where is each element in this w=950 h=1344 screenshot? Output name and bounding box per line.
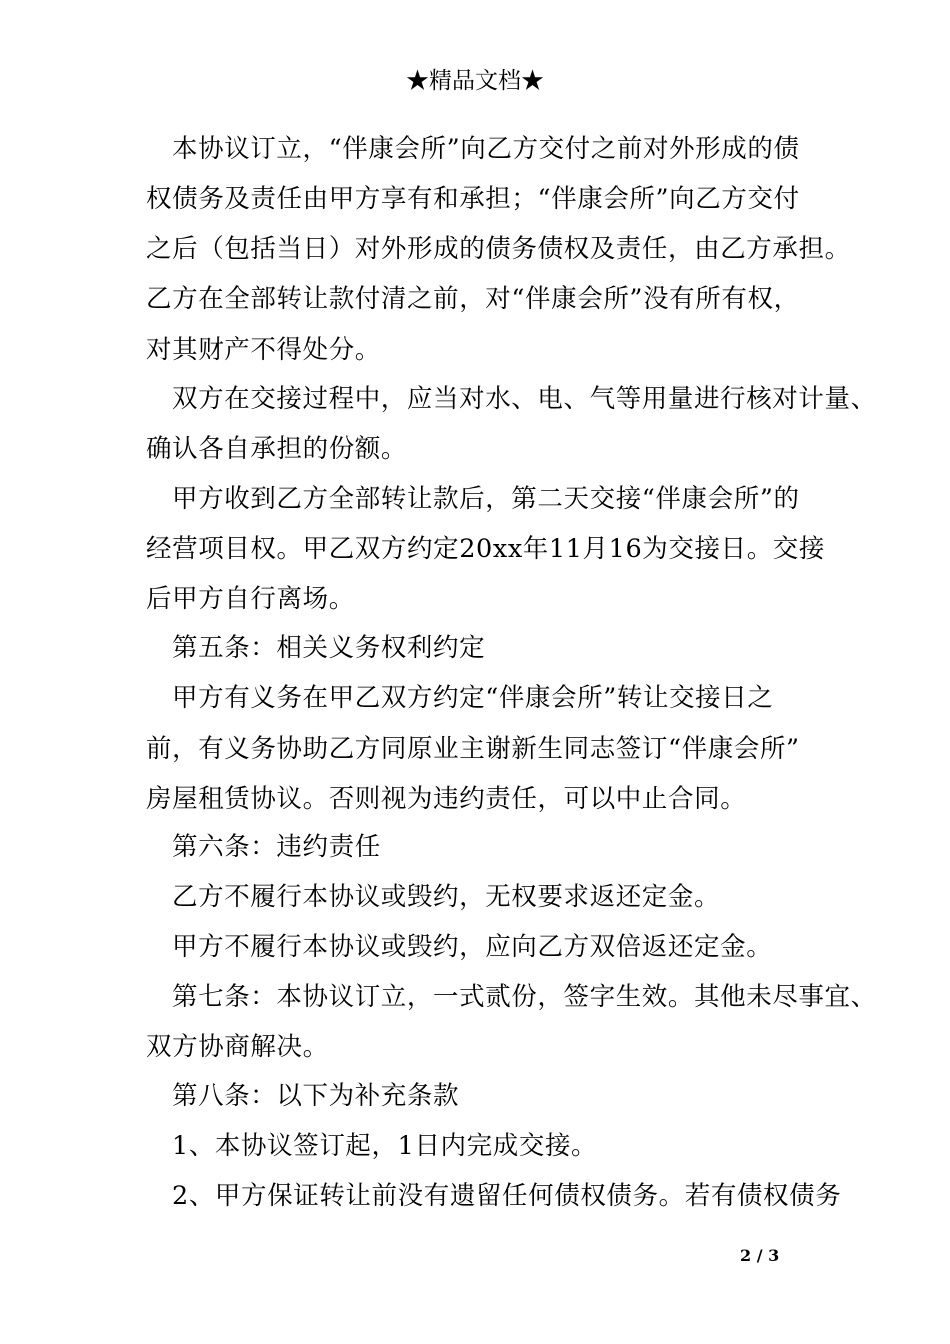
paragraph-line: 对其财产不得处分。 [146,335,381,365]
paragraph-line: 后甲方自行离场。 [146,584,355,614]
paragraph-line: 本协议订立，“伴康会所”向乙方交付之前对外形成的债 [172,134,800,164]
page-number: 2 / 3 [740,1246,780,1265]
list-item: 2、甲方保证转让前没有遗留任何债权债务。若有债权债务 [172,1181,842,1211]
section-heading-article-5: 第五条：相关义务权利约定 [172,633,486,663]
section-heading-article-7: 第七条：本协议订立，一式贰份，签字生效。其他未尽事宜、 [172,982,877,1012]
section-heading-article-6: 第六条：违约责任 [172,832,381,862]
paragraph-line: 双方协商解决。 [146,1032,329,1062]
paragraph-line: 乙方在全部转让款付清之前，对“伴康会所”没有所有权， [146,284,800,314]
paragraph-line: 房屋租赁协议。否则视为违约责任，可以中止合同。 [146,784,747,814]
paragraph-line: 双方在交接过程中，应当对水、电、气等用量进行核对计量、 [172,384,877,414]
page-header-title: ★精品文档★ [406,68,544,94]
paragraph-line: 权债务及责任由甲方享有和承担；“伴康会所”向乙方交付 [146,184,800,214]
paragraph-line: 乙方不履行本协议或毁约，无权要求返还定金。 [172,882,721,912]
paragraph-line: 甲方不履行本协议或毁约，应向乙方双倍返还定金。 [172,932,773,962]
paragraph-line: 前，有义务协助乙方同原业主谢新生同志签订“伴康会所” [146,734,800,764]
paragraph-line: 确认各自承担的份额。 [146,434,408,464]
paragraph-line: 甲方收到乙方全部转让款后，第二天交接“伴康会所”的 [172,484,800,514]
paragraph-line: 之后（包括当日）对外形成的债务债权及责任，由乙方承担。 [146,234,851,264]
list-item: 1、本协议签订起，1日内完成交接。 [172,1131,598,1161]
paragraph-line: 经营项目权。甲乙双方约定20xx年11月16为交接日。交接 [146,534,826,564]
section-heading-article-8: 第八条：以下为补充条款 [172,1081,460,1111]
paragraph-line: 甲方有义务在甲乙双方约定“伴康会所”转让交接日之 [172,683,774,713]
